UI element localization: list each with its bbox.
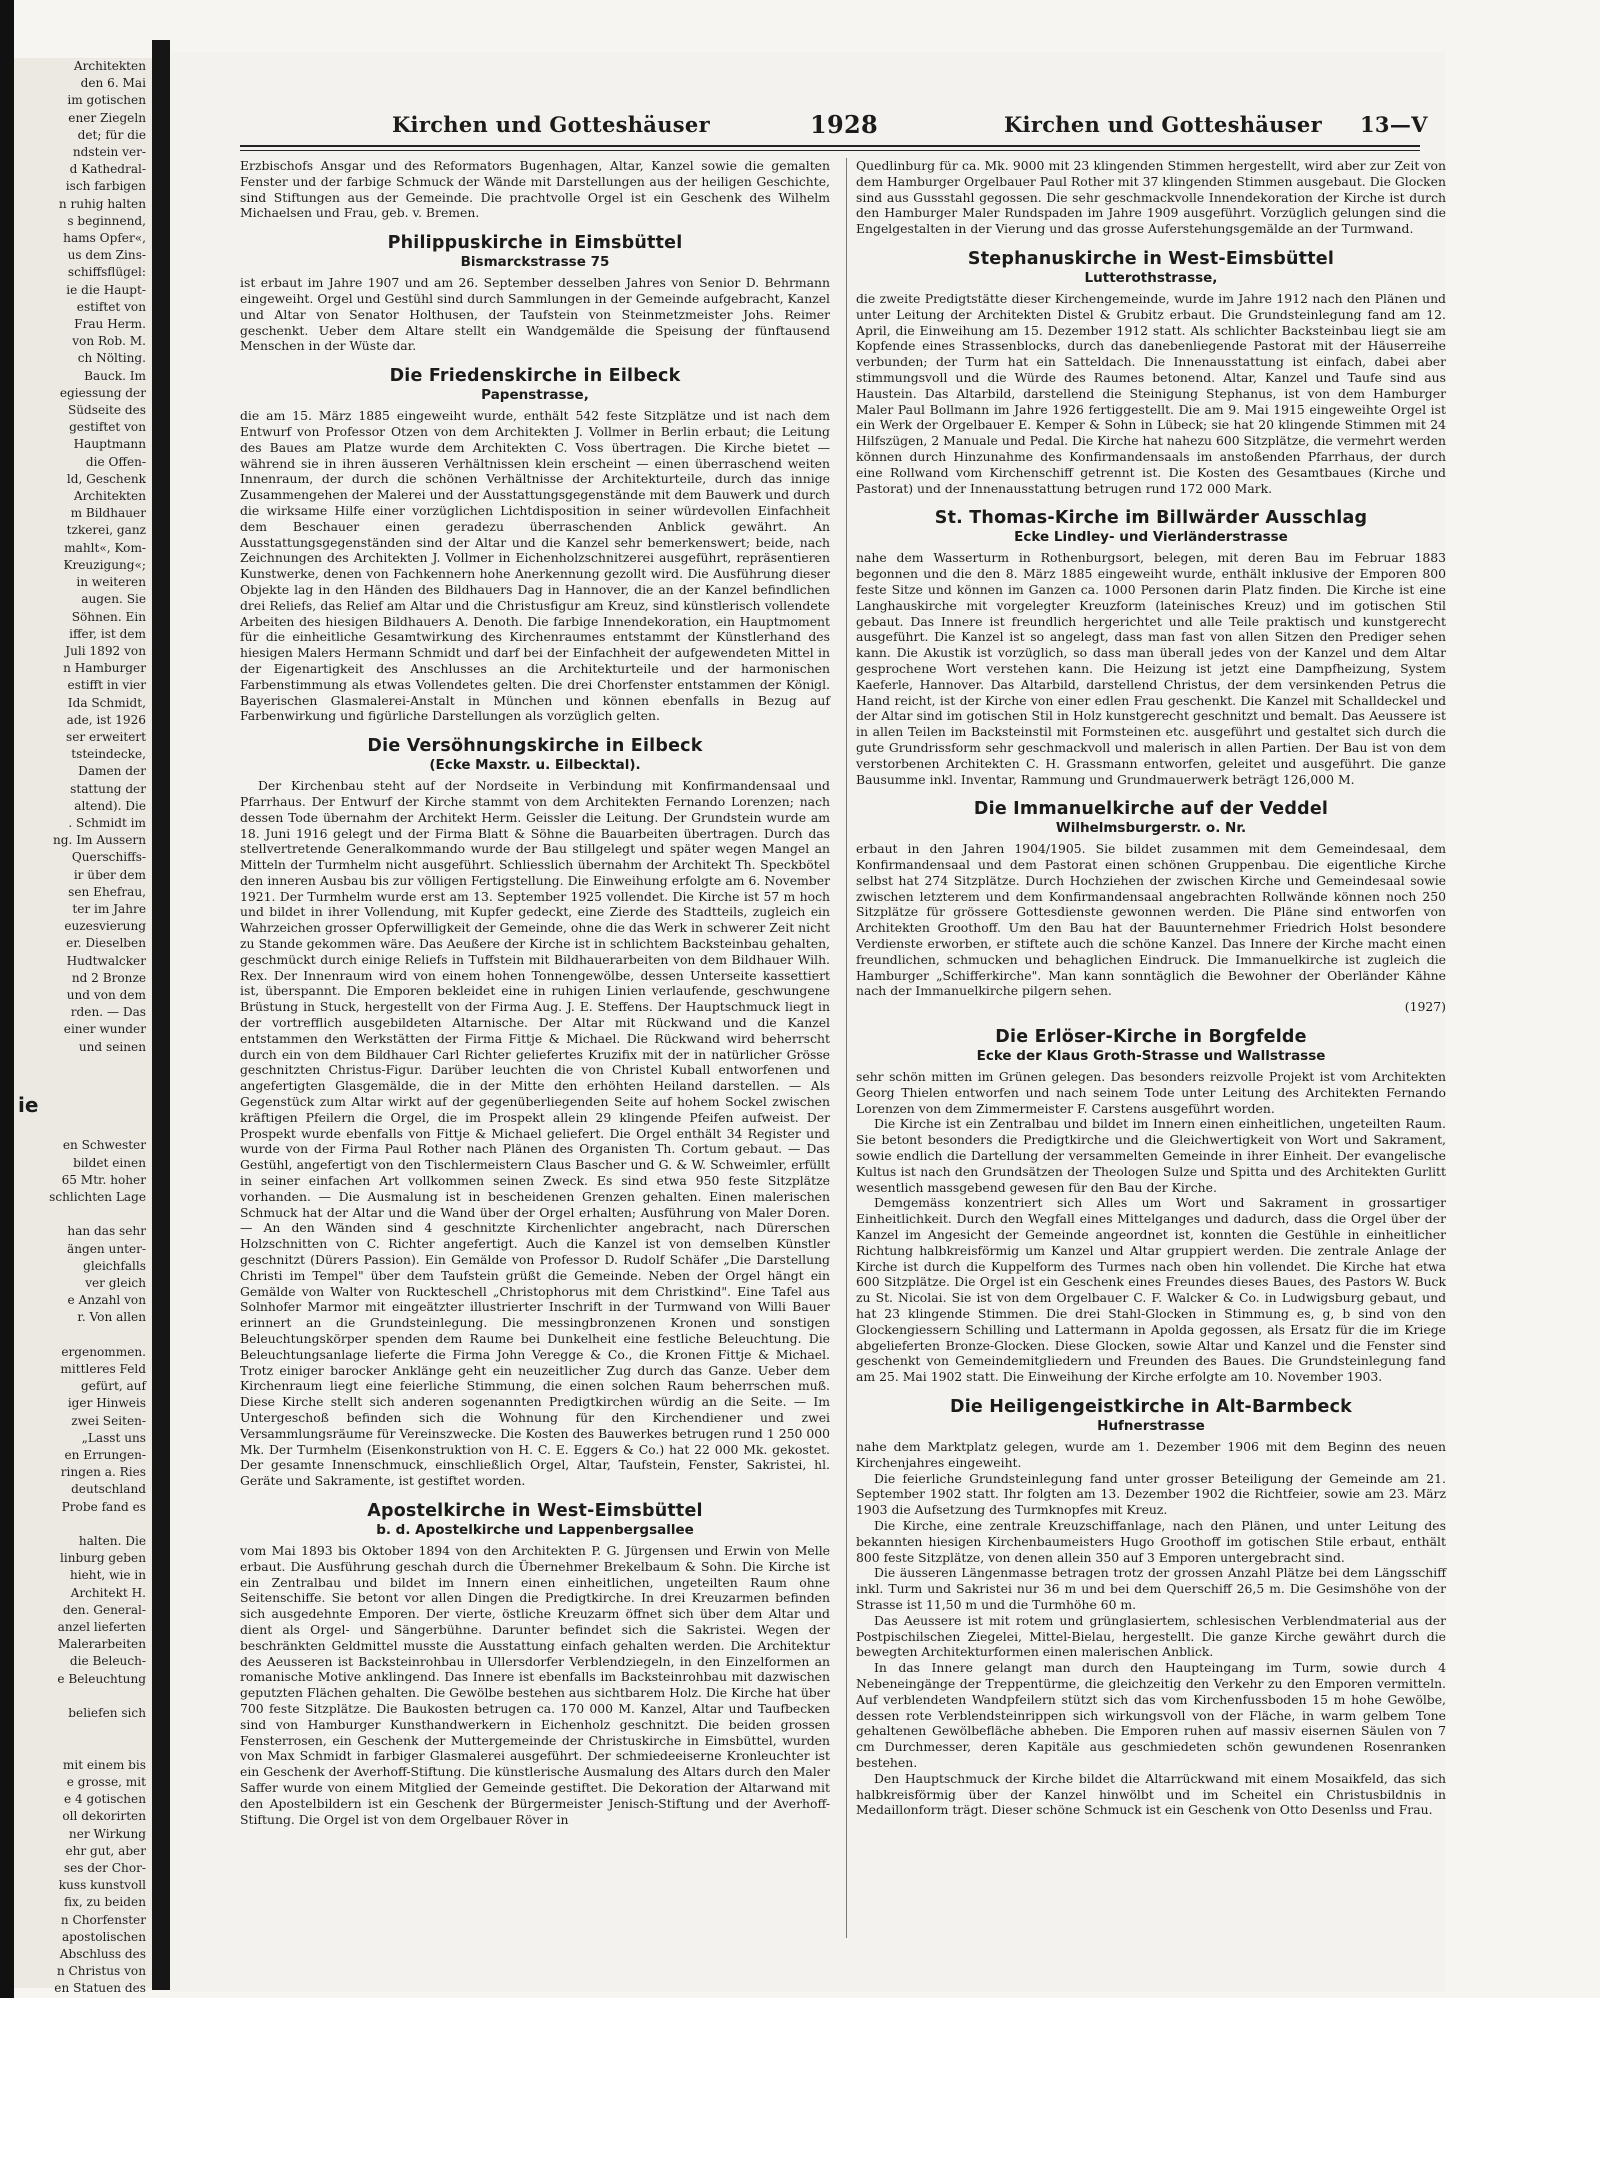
previous-page-text-fragment <box>14 1722 152 1739</box>
body-paragraph: Demgemäss konzentriert sich Alles um Wort und Sakrament in grossartiger Einheitlichkeit. Durch den Wegfall eines Mittelganges und dadurch, dass die Orgel über der Kanzel im Angesicht der Gemeinde angeordnet ist, konnten die Gestühle in einheitlicher Richtung halbkreisförmig um Kanzel und Altar gruppiert werden. Die zentrale Anlage der Kirche ist durch die Kuppelform des Turmes nach oben hin vollendet. Die Kirche hat etwa 600 Sitzplätze. Die Orgel ist ein Geschenk eines Freundes dieses Baues, des Pastors W. Buck zu St. Nicolai. Sie ist von dem Orgelbauer C. F. Walcker & Co. in Ludwigsburg gebaut, und hat 23 klingende Stimmen. Die drei Stahl-Glocken in Stimmung es, g, b sind von den Glockengiessern Schilling und Lattermann in Apolda gegossen, als Ersatz für die im Kriege abgelieferten Bronze-Glocken. Diese Glocken, sowie Altar und Kanzel und die Fenster sind geschenkt von Gemeindemitgliedern und Freunden des Baues. Die Grundsteinlegung fand am 25. Mai 1902 statt. Die Einweihung der Kirche erfolgte am 10. November 1903. <box>856 1195 1446 1385</box>
previous-page-text-fragment: er. Dieselben <box>66 936 146 951</box>
body-paragraph: Die äusseren Längenmasse betragen trotz der grossen Anzahl Plätze bei dem Längsschiff inkl. Turm und Sakristei nur 36 m und bei dem Querschiff 26,5 m. Die Gesimshöhe von der Strasse ist 11,50 m und die Turmhöhe 60 m. <box>856 1565 1446 1612</box>
body-paragraph: sehr schön mitten im Grünen gelegen. Das besonders reizvolle Projekt ist vom Architekten Georg Thielen entworfen und nach seinem Tode unter Leitung des Architekten Fernando Lorenzen von dem Zimmermeister F. Carstens ausgeführt worden. <box>856 1069 1446 1116</box>
previous-page-text-fragment: en Statuen des <box>54 1981 146 1996</box>
section-address: Hufnerstrasse <box>1097 1418 1205 1434</box>
previous-page-text-fragment: hieht, wie in <box>69 1568 146 1583</box>
section-address: (Ecke Maxstr. u. Eilbecktal). <box>429 757 641 774</box>
section-heading: St. Thomas-Kirche im Billwärder Ausschlag <box>934 508 1368 529</box>
section-address: Ecke Lindley- und Vierländerstrasse <box>1014 529 1288 546</box>
previous-page-text-fragment: kuss kunstvoll <box>58 1878 146 1893</box>
section-heading: Stephanuskirche in West-Eimsbüttel <box>967 248 1335 269</box>
previous-page-text-fragment: ch Nölting. <box>77 351 146 366</box>
scan-margin-bottom <box>0 1998 1600 2177</box>
previous-page-text-fragment <box>14 1740 152 1757</box>
previous-page-text-fragment: iger Hinweis <box>67 1396 146 1411</box>
previous-page-text-fragment <box>14 1516 152 1533</box>
previous-page-text-fragment: von Rob. M. <box>72 334 146 349</box>
previous-page-text-fragment: e Beleuchtung <box>57 1671 146 1686</box>
previous-page-text-fragment: schiffsflügel: <box>67 265 146 280</box>
previous-page-text-fragment: ie <box>18 1093 39 1118</box>
previous-page-text-fragment <box>14 1120 152 1137</box>
previous-page-text-fragment: s beginnend, <box>67 213 146 228</box>
previous-page-text-fragment: und von dem <box>66 987 146 1002</box>
previous-page-text-fragment: en Errungen- <box>64 1448 146 1463</box>
previous-page-text-fragment: n Hamburger <box>63 661 146 676</box>
section-heading: Die Friedenskirche in Eilbeck <box>389 366 681 387</box>
previous-page-text-fragment: sen Ehefrau, <box>68 884 146 899</box>
previous-page-text-fragment: ade, ist 1926 <box>66 712 146 727</box>
header-rule <box>240 145 1420 147</box>
previous-page-text-fragment: e Anzahl von <box>67 1293 146 1308</box>
previous-page-text-fragment: Frau Herm. <box>74 317 146 332</box>
previous-page-text-fragment: Bauck. Im <box>84 368 146 383</box>
previous-page-text-fragment: Probe fand es <box>61 1499 146 1514</box>
previous-page-text-fragment: bildet einen <box>73 1155 146 1170</box>
previous-page-text-fragment: mahlt«, Kom- <box>64 540 146 555</box>
section-heading: Die Versöhnungskirche in Eilbeck <box>367 736 703 757</box>
previous-page-text-fragment: hams Opfer«, <box>63 231 146 246</box>
previous-page-text-fragment: und seinen <box>78 1039 146 1054</box>
previous-page-text-fragment: Abschluss des <box>59 1946 146 1961</box>
previous-page-text-fragment: ängen unter- <box>67 1241 146 1256</box>
section-address: b. d. Apostelkirche und Lappenbergsallee <box>376 1521 694 1538</box>
previous-page-text-fragment: 65 Mtr. hoher <box>61 1172 146 1187</box>
previous-page-text-fragment: mittleres Feld <box>60 1362 146 1377</box>
previous-page-text-fragment: halten. Die <box>78 1534 146 1549</box>
left-column <box>240 158 830 1827</box>
previous-page-text-fragment: estifft in vier <box>67 678 146 693</box>
body-paragraph: Erzbischofs Ansgar und des Reformators Bugenhagen, Altar, Kanzel sowie die gemalten Fenster und der farbige Schmuck der Wände mit Darstellungen aus der heiligen Geschichte, sind Stiftungen aus der Gemeinde. Die prachtvolle Orgel ist ein Geschenk des Wilhelm Michaelsen und Frau, geb. v. Bremen. <box>240 158 830 221</box>
previous-page-text-fragment: m Bildhauer <box>70 506 146 521</box>
section-date: (1927) <box>1404 999 1446 1015</box>
previous-page-text-fragment: . Schmidt im <box>68 815 146 830</box>
previous-page-text-fragment: isch farbigen <box>65 179 146 194</box>
previous-page-text-fragment: n Chorfenster <box>60 1912 146 1927</box>
column-divider <box>846 158 847 1938</box>
previous-page-text-fragment: Ida Schmidt, <box>67 695 146 710</box>
previous-page-text-fragment: ener Ziegeln <box>68 110 146 125</box>
previous-page-text-fragment: tzkerei, ganz <box>66 523 146 538</box>
previous-page-text-fragment: den. General- <box>62 1602 146 1617</box>
previous-page-text-fragment: ehr gut, aber <box>65 1843 146 1858</box>
previous-page-text-fragment: ld, Geschenk <box>66 471 146 486</box>
previous-page-text-fragment: euzesvierung <box>64 919 146 934</box>
body-paragraph: Quedlinburg für ca. Mk. 9000 mit 23 klingenden Stimmen hergestellt, wird aber zur Zeit von dem Hamburger Orgelbauer Paul Rother mit 37 klingenden Stimmen ausgebaut. Die Glocken sind aus Gussstahl gegossen. Die sehr geschmackvolle Innendekoration der Kirche ist durch den Hamburger Maler Rundspaden im Jahre 1909 ausgeführt. Vorzüglich gelungen sind die Engelgestalten in der Vierung und das grosse Auferstehungsgemälde an der Turmwand. <box>856 158 1446 237</box>
previous-page-text-fragment: apostolischen <box>61 1929 146 1944</box>
previous-page-text-fragment: augen. Sie <box>81 592 146 607</box>
body-paragraph: erbaut in den Jahren 1904/1905. Sie bildet zusammen mit dem Gemeindesaal, dem Konfirmandensaal und dem Pastorat einen schönen Gruppenbau. Die eigentliche Kirche selbst hat 274 Sitzplätze. Durch Hochziehen der zwischen Kirche und Gemeindesaal sowie zwischen letzterem und dem Konfirmandensaal angebrachten Rollwände können noch 250 Sitzplätze für grössere Gottesdienste gewonnen werden. Die Pläne sind entworfen von Architekten Groothoff. Um den Bau hat der Bauunternehmer Friedrich Holst besondere Verdienste erworben, er stiftete auch die schöne Kanzel. Das Innere der Kirche macht einen freundlichen, schmucken und behaglichen Eindruck. Die Immanuelkirche ist zugleich die Hamburger „Schifferkirche". Man kann sonntäglich die Bewohner der Oberländer Kähne nach der Immanuelkirche pilgern sehen. <box>856 841 1446 999</box>
section-address: Papenstrasse, <box>481 387 589 404</box>
header-rule-thin <box>240 150 1420 151</box>
page-number: 13—V <box>1360 112 1428 137</box>
body-paragraph: Den Hauptschmuck der Kirche bildet die Altarrückwand mit einem Mosaikfeld, das sich halbkreisförmig über der Kanzel hinwölbt und im Scheitel ein Christusbildnis in Medaillonform trägt. Dieser schöne Schmuck ist ein Geschenk von Otto Desenlss und Frau. <box>856 1770 1446 1818</box>
running-head-right: Kirchen und Gotteshäuser <box>1004 112 1322 137</box>
section-address: Ecke der Klaus Groth-Strasse und Wallstrasse <box>976 1048 1326 1065</box>
body-paragraph: Die Kirche ist ein Zentralbau und bildet im Innern einen einheitlichen, ungeteilten Raum. Sie betont besonders die Predigtkirche und die Gleichwertigkeit von Wort und Sakrament, sowie endlich die Dartellung der versammelten Gemeinde in ihrer Einheit. Der evangelische Kultus ist nach den Grundsätzen der Theologen Sulze und Spitta und des Architekten Gurlitt wesentlich massgebend gewesen für den Bau der Kirche. <box>856 1116 1446 1195</box>
previous-page-text-fragment: ser erweitert <box>66 729 146 744</box>
body-paragraph: nahe dem Marktplatz gelegen, wurde am 1. Dezember 1906 mit dem Beginn des neuen Kirchenjahres eingeweiht. <box>856 1439 1446 1470</box>
previous-page-text-fragment <box>14 1327 152 1344</box>
previous-page-text-fragment: die Beleuch- <box>69 1654 146 1669</box>
previous-page-text-fragment: ringen a. Ries <box>60 1465 146 1480</box>
previous-page-text-fragment: nd 2 Bronze <box>71 970 146 985</box>
previous-page-text-fragment: im gotischen <box>67 93 146 108</box>
previous-page-text-fragment: Querschiffs- <box>71 850 146 865</box>
previous-page-text-fragment: deutschland <box>71 1482 146 1497</box>
right-column <box>856 158 1446 1818</box>
previous-page-text-fragment: ndstein ver- <box>72 145 146 160</box>
previous-page-text-fragment: den 6. Mai <box>80 76 146 91</box>
previous-page-text-fragment: n Christus von <box>56 1964 146 1979</box>
previous-page-text-fragment: Kreuzigung«; <box>63 557 146 572</box>
previous-page-text-fragment: Südseite des <box>67 403 146 418</box>
previous-page-text-fragment: estiftet von <box>76 299 146 314</box>
previous-page-text-fragment: egiessung der <box>59 385 146 400</box>
previous-page-text-fragment <box>14 1056 152 1073</box>
section-heading: Die Erlöser-Kirche in Borgfelde <box>995 1027 1307 1048</box>
previous-page-text-fragment: ter im Jahre <box>72 901 146 916</box>
previous-page-text-fragment: han das sehr <box>67 1224 146 1239</box>
section-heading: Apostelkirche in West-Eimsbüttel <box>367 1500 703 1521</box>
previous-page-text-fragment: oll dekorirten <box>62 1809 146 1824</box>
body-paragraph: ist erbaut im Jahre 1907 und am 26. September desselben Jahres von Senior D. Behrmann eingeweiht. Orgel und Gestühl sind durch Sammlungen in der Gemeinde aufgebracht, Kanzel und Altar von Senator Holthusen, der Taufstein von Steinmetzmeister Johs. Reimer geschenkt. Ueber dem Altare stellt ein Wandgemälde die Speisung der fünftausend Menschen in der Wüste dar. <box>240 275 830 354</box>
previous-page-text-fragment: e grosse, mit <box>66 1774 146 1789</box>
body-paragraph: nahe dem Wasserturm in Rothenburgsort, belegen, mit deren Bau im Februar 1883 begonnen und die den 8. März 1885 eingeweiht wurde, enthält inklusive der Emporen 800 feste Sitze und können im Ganzen ca. 1000 Personen darin Platz finden. Die Kirche ist eine Langhauskirche mit vorgelegter Kreuzform (lateinisches Kreuz) und im gotischen Stil gebaut. Das Innere ist freundlich hergerichtet und alle Teile praktisch und kunstgerecht ausgeführt. Die Kanzel ist so angelegt, dass man fast von allen Sitzen den Prediger sehen kann. Die Akustik ist vorzüglich, so dass man überall jedes von der Kanzel und dem Altar gesprochene Wort verstehen kann. Die Heizung ist jetzt eine Dampfheizung, System Kaeferle, Hannover. Das Altarbild, darstellend Christus, der dem versinkenden Petrus die Hand reicht, ist der Kirche von einer edlen Frau geschenkt. Die Kanzel mit Schalldeckel und der Altar sind im gotischen Stil in Holz kunstgerecht geschnitzt und bemalt. Das Aeussere ist in allen Teilen im Backsteinstil mit Formsteinen etc. ausgeführt und gestaltet sich durch die gute Grundrissform sehr geschmackvoll und malerisch in allen Partien. Der Bau ist von dem verstorbenen Architekten C. H. Grassmann entworfen, geleitet und ausgeführt. Die ganze Bausumme inkl. Inventar, Rammung und Grundmauerwerk beträgt 126,000 M. <box>856 550 1446 787</box>
section-heading: Die Heiligengeistkirche in Alt-Barmbeck <box>949 1397 1353 1417</box>
previous-page-text-fragment: ie die Haupt- <box>66 282 146 297</box>
previous-page-text-fragment: tsteindecke, <box>71 747 146 762</box>
previous-page-text-fragment: stattung der <box>70 781 146 796</box>
previous-page-text-fragment: Juli 1892 von <box>65 643 146 658</box>
previous-page-text-fragment <box>14 1073 152 1090</box>
book-gutter <box>152 40 170 1990</box>
previous-page-text-fragment: us dem Zins- <box>67 248 146 263</box>
previous-page-text-fragment: zwei Seiten- <box>71 1413 146 1428</box>
previous-page-text-fragment: ir über dem <box>73 867 146 882</box>
previous-page-text-fragment: d Kathedral- <box>69 162 146 177</box>
previous-page-text-fragment: Damen der <box>78 764 146 779</box>
previous-page-text-fragment: anzel lieferten <box>57 1620 146 1635</box>
body-paragraph: Die Kirche, eine zentrale Kreuzschiffanlage, nach den Plänen, und unter Leitung des bekannten hiesigen Kirchenbaumeisters Hugo Groothoff im gotischen Stile erbaut, enthält 800 feste Sitzplätze, von denen allein 350 auf 3 Emporen untergebracht sind. <box>856 1517 1446 1565</box>
previous-page-text-fragment: altend). Die <box>74 798 146 813</box>
previous-page-text-fragment: einer wunder <box>63 1022 146 1037</box>
running-header <box>170 110 1446 146</box>
previous-page-text-fragment <box>14 1206 152 1223</box>
previous-page-text-fragment: ergenommen. <box>61 1344 146 1359</box>
previous-page-text-fragment: fix, zu beiden <box>63 1895 146 1910</box>
body-paragraph: In das Innere gelangt man durch den Haupteingang im Turm, sowie durch 4 Nebeneingänge der Treppentürme, die gleichzeitig den Verkehr zu den Emporen vermitteln. Auf verblendeten Wandpfeilern stützt sich das vom Kirchenfussboden 15 m hohe Gewölbe, dessen rote Verblendsteinrippen sich wirkungsvoll von der Fläche, in warm gelbem Tone gehaltenen Gewölbefläche abheben. Die Emporen ruhen auf massiv eisernen Säulen von 7 cm Durchmesser, deren Kapitäle aus geschmiedeten schön gewundenen Rosenranken bestehen. <box>856 1660 1446 1770</box>
previous-page-text-fragment: r. Von allen <box>77 1310 146 1325</box>
previous-page-edge <box>14 58 152 1996</box>
previous-page-text-fragment <box>14 1688 152 1705</box>
previous-page-text-fragment: beliefen sich <box>68 1706 146 1721</box>
previous-page-text-fragment: schlichten Lage <box>49 1190 146 1204</box>
previous-page-text-fragment: Architekten <box>73 489 146 504</box>
previous-page-text-fragment: ng. Im Aussern <box>53 833 146 848</box>
previous-page-text-fragment: „Lasst uns <box>81 1430 146 1445</box>
body-paragraph: die am 15. März 1885 eingeweiht wurde, enthält 542 feste Sitzplätze und ist nach dem Entwurf von Professor Otzen von dem Architekten J. Vollmer in Berlin erbaut; die Leitung des Baues am Platze wurde dem Architekten C. Voss übertragen. Die Kirche bietet — während sie in ihren äusseren Verhältnissen klein erscheint — einen überraschend weiten Innenraum, der durch die schönen Verhältnisse der Architekturteile, durch das innige Zusammengehen der Malerei und der Ausstattungsgegenstände mit dem Bauwerk und durch die wirksame Hilfe einer vorzüglichen Lichtdisposition in seiner würdevollen Einfachheit dem Beschauer einen geradezu überraschenden Anblick gewährt. An Ausstattungsgegenständen sind der Altar und die Kanzel sehr bemerkenswert; beide, nach Zeichnungen des Architekten J. Vollmer in Eichenholzschnitzerei ausgeführt, repräsentieren Kunstwerke, denen von Fachkennern hohe Anerkennung gezollt wird. Die Ausführung dieser Objekte lag in den Händen des Bildhauers Dag in Hannover, die an der Kanzel befindlichen drei Reliefs, das Relief am Altar und die Christusfigur am Kreuz, sind künstlerisch vollendete Arbeiten des hiesigen Bildhauers A. Denoth. Die farbige Innendekoration, ein Hauptmoment für die einheitliche Gesamtwirkung des Kirchenraumes entstammt der Künstlerhand des hiesigen Malers Hermann Schmidt und darf bei der Einfachheit der aufgewendeten Mittel in der Eigenartigkeit des Anschlusses an die Architekturteile und der harmonischen Farbenstimmung als etwas Vollendetes gelten. Die drei Chorfenster entstammen der Königl. Bayerischen Glasmalerei-Anstalt in München und können ebenfalls in Bezug auf Farbenwirkung und figürliche Darstellungen als vorzüglich gelten. <box>240 408 830 724</box>
previous-page-text-fragment: Söhnen. Ein <box>71 609 146 624</box>
previous-page-text-fragment: rden. — Das <box>70 1005 146 1020</box>
previous-page-text-fragment: Architekt H. <box>70 1585 146 1600</box>
section-heading: Philippuskirche in Eimsbüttel <box>387 233 683 254</box>
previous-page-text-fragment: Hudtwalcker <box>66 953 146 968</box>
previous-page-text-fragment: gleichfalls <box>83 1258 146 1273</box>
previous-page-text-fragment: in weiteren <box>76 575 146 590</box>
previous-page-text-fragment: Architekten <box>73 59 146 73</box>
section-address: Bismarckstrasse 75 <box>460 254 610 271</box>
body-paragraph: Die feierliche Grundsteinlegung fand unter grosser Beteiligung der Gemeinde am 21. September 1902 statt. Ihr folgten am 13. Dezember 1902 die Richtfeier, sowie am 23. März 1903 die Aufsetzung des Turmknopfes mit Kreuz. <box>856 1470 1446 1518</box>
running-head-year: 1928 <box>810 110 878 139</box>
body-paragraph: die zweite Predigtstätte dieser Kirchengemeinde, wurde im Jahre 1912 nach den Plänen und unter Leitung der Architekten Distel & Grubitz erbaut. Die Grundsteinlegung fand am 12. April, die Einweihung am 15. Dezember 1912 statt. Als schlichter Backsteinbau liegt sie am Kopfende eines Strassenblocks, durch das danebenliegende Pastorat mit der Häuserreihe verbunden; der Turm hat ein Satteldach. Die Innenausstattung ist einfach, dabei aber stimmungsvoll und die Würde des Raumes betonend. Altar, Kanzel und Taufe sind aus Haustein. Das Altarbild, darstellend die Steinigung Stephanus, ist von dem Hamburger Maler Paul Bollmann im Jahre 1926 fertiggestellt. Die am 9. Mai 1915 eingeweihte Orgel ist ein Werk der Orgelbauer E. Kemper & Sohn in Lübeck; sie hat 20 klingende Stimmen mit 24 Hilfszügen, 2 Manuale und Pedal. Die Kirche hat nahezu 600 Sitzplätze, die vermehrt werden können durch Hinzunahme des Konfirmandensaals im anstoßenden Pfarrhaus, der durch eine Rollwand vom Kirchenschiff getrennt ist. Die Kosten des Gesamtbaues (Kirche und Pastorat) und der Innenausstattung betrugen rund 172 000 Mark. <box>856 290 1446 496</box>
previous-page-text-fragment: mit einem bis <box>62 1757 146 1772</box>
previous-page-text-fragment: n ruhig halten <box>58 196 146 211</box>
previous-page-text-fragment: det; für die <box>77 127 146 142</box>
previous-page-text-fragment: gefürt, auf <box>81 1379 146 1394</box>
body-paragraph: vom Mai 1893 bis Oktober 1894 von den Architekten P. G. Jürgensen und Erwin von Melle erbaut. Die Ausführung geschah durch die Übernehmer Brekelbaum & Sohn. Die Kirche ist ein Zentralbau und bildet im Innern einen einheitlichen, ungeteilten Raum ohne Seitenschiffe. Sie betont vor allen Dingen die Predigtkirche. In drei Kreuzarmen befinden sich ausgedehnte Emporen. Der vierte, östliche Kreuzarm öffnet sich über dem Altar und dient als Orgel- und Sängerbühne. Darunter befindet sich die Sakristei. Wegen der beschränkten Geldmittel musste die Ausstattung einfach gehalten werden. Die Architektur des Aeusseren ist Backsteinrohbau in Ullersdorfer Verblendziegeln, in den Einzelformen an romanische Motive anklingend. Das Innere ist ebenfalls im Backsteinrohbau mit dazwischen geputzten Flächen gehalten. Die Gewölbe bestehen aus sichtbarem Holz. Die Kirche hat über 700 feste Sitzplätze. Die Baukosten betrugen ca. 170 000 M. Kanzel, Altar und Taufbecken sind von Hamburger Kunsthandwerkern in Eichenholz geschnitzt. Die beiden grossen Fensterrosen, ein Geschenk der Muttergemeinde der Christuskirche in Eimsbüttel, wurden von Max Schmidt in farbiger Glasmalerei ausgeführt. Der schmiedeeiserne Kronleuchter ist ein Geschenk der Averhoff-Stiftung. Die künstlerische Ausmalung des Altars durch den Maler Saffer wurde von einem Mitglied der Gemeinde gestiftet. Die Dekoration der Altarwand mit den Apostelbildern ist ein Geschenk der Bürgermeister Jenisch-Stiftung und der Averhoff-Stiftung. Die Orgel ist von dem Orgelbauer Röver in <box>240 1542 830 1827</box>
previous-page-text-fragment: en Schwester <box>62 1138 146 1153</box>
previous-page-text-fragment: gestiftet von <box>69 420 146 435</box>
previous-page-text-fragment: ses der Chor- <box>63 1860 146 1875</box>
body-paragraph: Das Aeussere ist mit rotem und grünglasiertem, schlesischen Verblendmaterial aus der Postpischilschen Ziegelei, Mittel-Bielau, hergestellt. Die ganze Kirche gewährt durch die bewegten Architekturformen einen malerischen Anblick. <box>856 1612 1446 1660</box>
section-address: Wilhelmsburgerstr. o. Nr. <box>1055 820 1247 837</box>
running-head-left: Kirchen und Gotteshäuser <box>392 112 710 137</box>
previous-page-text-fragment: die Offen- <box>85 454 146 469</box>
body-paragraph: Der Kirchenbau steht auf der Nordseite in Verbindung mit Konfirmandensaal und Pfarrhaus. Der Entwurf der Kirche stammt von dem Architekten Fernando Lorenzen; nach dessen Tode übernahm der Architekt Herm. Geissler die Leitung. Der Grundstein wurde am 18. Juni 1916 gelegt und der Firma Blatt & Söhne die Bauarbeiten übertragen. Durch das stellvertretende Generalkommando wurde der Bau stillgelegt und später wegen Mangel an Mitteln der Turmhelm nicht ausgeführt. Schliesslich übernahm der Architekt Th. Speckbötel den inneren Ausbau bis zur völligen Fertigstellung. Die Einweihung erfolgte am 6. November 1921. Der Turmhelm wurde erst am 13. September 1925 vollendet. Die Kirche ist 57 m hoch und bildet in ihrer Vollendung, mit Kupfer gedeckt, eine Zierde des Stadtteils, zugleich ein Wahrzeichen grosser Opferwilligkeit der Gemeinde, ohne die das Werk in schwerer Zeit nicht zu Stande gekommen wäre. Das Aeußere der Kirche ist in schlichtem Backsteinbau gehalten, geschmückt durch einige Reliefs in Tuffstein mit Bildhauerarbeiten von dem Bildhauer Wilh. Rex. Der Innenraum wird von einem hohen Tonnengewölbe, dessen Unterseite kassettiert ist, überspannt. Die Emporen bekleidet eine in ruhigen Linien verlaufende, geschwungene Brüstung in Stuck, hergestellt von der Firma Aug. J. E. Steffens. Der Hauptschmuck liegt in der vortrefflich ausgebildeten Altarnische. Der Altar mit Rückwand und die Kanzel entstammen den Werkstätten der Firma Fittje & Michael. Die Rückwand wird beherrscht durch ein von dem Bildhauer Carl Richter geliefertes Kruzifix mit der in natürlicher Grösse geschnitzten Christus-Figur. Darüber leuchten die von Christel Kuball entworfenen und angefertigten Glasgemälde, die in der Mitte den erhöhten Heiland darstellen. — Als Gegenstück zum Altar wirkt auf der gegenüberliegenden Seite auf hohem Sockel zwischen kräftigen Pfeilern die Orgel, die im Prospekt allein 29 klingende Pfeifen aufweist. Der Prospekt wurde ebenfalls von Fittje & Michael geliefert. Die Orgel enthält 34 Register und wurde von der Firma Paul Rother nach Plänen des Organisten Th. Cortum gebaut. — Das Gestühl, angefertigt von den Tischlermeistern Claus Bascher und G. & W. Schweimler, erfüllt in seiner einfachen Art vollkommen seinen Zweck. Es sind etwa 950 feste Sitzplätze vorhanden. — Die Ausmalung ist in bescheidenen Grenzen gehalten. Einen malerischen Schmuck hat der Altar und die Wand über der Orgel erhalten; Ausführung von Maler Doren. — An den Wänden sind 4 geschnitzte Kirchenlichter angebracht, nach Dürerschen Holzschnitten von C. Richter angefertigt. Auch die Kanzel ist von demselben Künstler geschnitzt (Dürers Passion). Ein Gemälde von Professor D. Rudolf Schäfer „Die Darstellung Christi im Tempel" über dem Taufstein grüßt die Gemeinde. Neben der Orgel hängt ein Gemälde von Walter von Ruckteschell „Christophorus mit dem Christkind". Eine Tafel aus Solnhofer Marmor mit eingeätzter illustrierter Inschrift in der Turmwand von Willi Bauer erinnert an die Grundsteinlegung. Die messingbronzenen Kronen und sonstigen Beleuchtungskörper spenden dem Raume bei Dunkelheit eine festliche Beleuchtung. Die Beleuchtungsanlage lieferte die Firma John Veregge & Co., die Kronen Fittje & Michael. Trotz einiger barocker Anklänge geht ein neuzeitlicher Zug durch das Ganze. Ueber dem Kirchenraum liegt eine feierliche Stimmung, die einen solchen Raum beherrschen muß. Diese Kirche stellt sich anderen sogenannten Predigtkirchen würdig an die Seite. — Im Untergeschoß befinden sich die Wohnung für den Kirchendiener und zwei Versammlungsräume für Vereinszwecke. Die Kosten des Bauwerkes betrugen rund 1 250 000 Mk. Der Turmhelm (Eisenkonstruktion von H. C. E. Eggers & Co.) hat 22 000 Mk. gekostet. Der gesamte Innenschmuck, einschließlich Orgel, Altar, Taufstein, Fenster, Sakristei, hl. Geräte und Sakramente, ist gestiftet worden. <box>240 778 830 1489</box>
newspaper-page <box>170 52 1446 1992</box>
previous-page-text-fragment: Malerarbeiten <box>58 1637 146 1652</box>
previous-page-text-fragment: iffer, ist dem <box>69 626 146 641</box>
previous-page-text-fragment: e 4 gotischen <box>63 1792 146 1807</box>
previous-page-text-fragment: ver gleich <box>85 1276 146 1291</box>
previous-page-text-fragment: linburg geben <box>59 1551 146 1566</box>
scan-border-left <box>0 0 14 2177</box>
section-address: Lutterothstrasse, <box>1084 269 1218 286</box>
section-heading: Die Immanuelkirche auf der Veddel <box>973 799 1329 820</box>
previous-page-text-fragment: Hauptmann <box>73 437 146 452</box>
previous-page-text-fragment: ner Wirkung <box>68 1826 146 1841</box>
